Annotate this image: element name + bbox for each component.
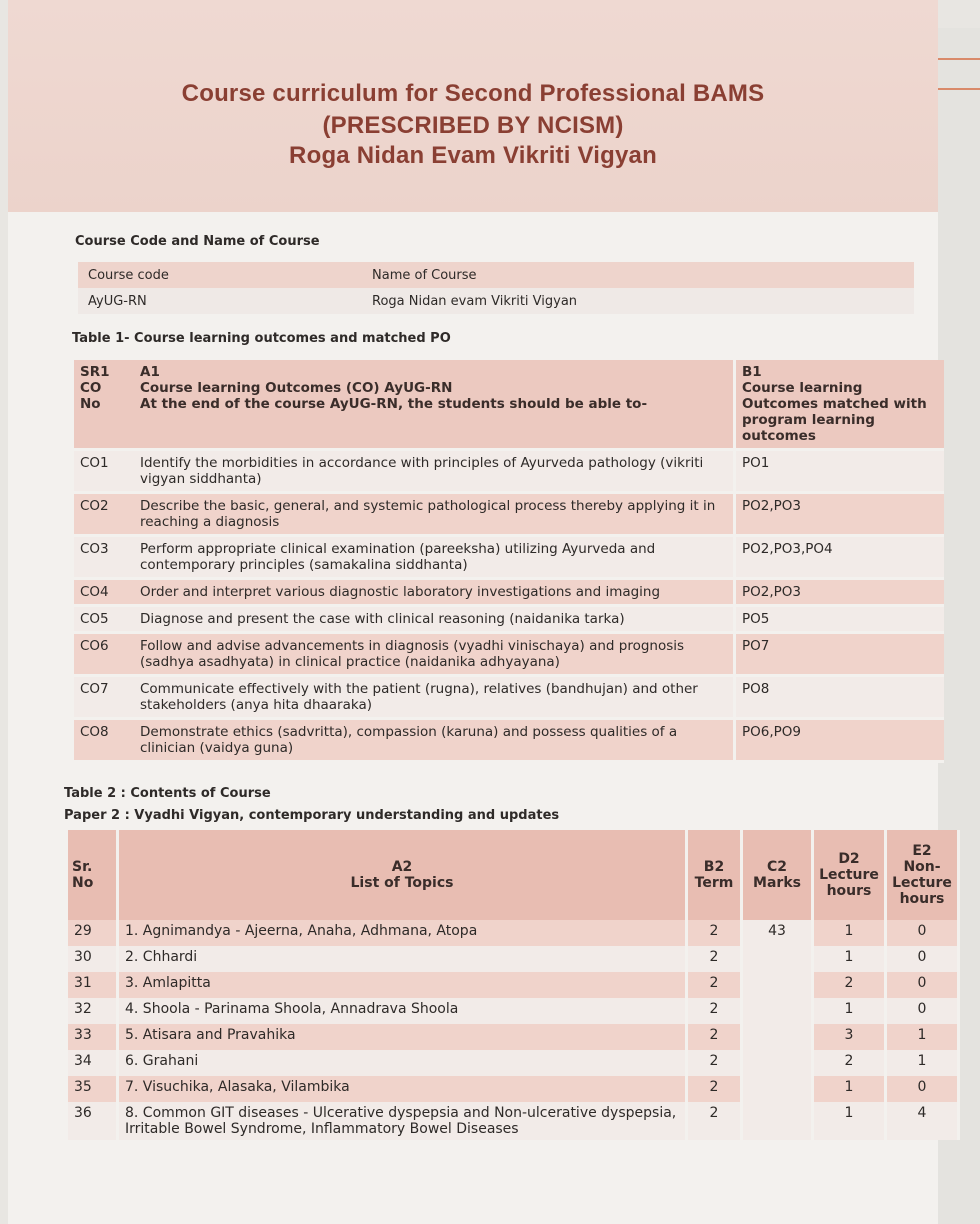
contents-table — [68, 830, 960, 1140]
header-topics — [119, 830, 688, 920]
row-sr: 35 — [68, 1076, 119, 1102]
header-text: hours — [899, 891, 945, 907]
header-text: CO — [80, 380, 102, 396]
header-text: Term — [694, 875, 734, 891]
table-row — [68, 1102, 960, 1140]
row-sr: 33 — [68, 1024, 119, 1050]
header-text: A1 — [140, 364, 160, 380]
row-lecture: 1 — [814, 998, 887, 1024]
outcomes-header-row — [74, 360, 944, 451]
row-topic: 8. Common GIT diseases - Ulcerative dyspepsia and Non-ulcerative dyspepsia, Irritable Bowel Syndrome, Inflammatory Bowel Diseases — [119, 1102, 688, 1140]
header-sr — [68, 830, 119, 920]
row-lecture: 2 — [814, 1050, 887, 1076]
marks-value: 43 — [743, 920, 814, 1140]
co-po: PO7 — [733, 634, 944, 677]
contents-header-row — [68, 830, 960, 920]
co-number: CO6 — [74, 634, 134, 677]
row-sr: 30 — [68, 946, 119, 972]
row-nonlecture: 0 — [887, 946, 960, 972]
title-band — [8, 0, 938, 212]
row-sr: 31 — [68, 972, 119, 998]
table-row — [68, 972, 960, 998]
page-edge-line — [934, 88, 980, 90]
header-text: hours — [826, 883, 872, 899]
row-sr: 32 — [68, 998, 119, 1024]
row-topic: 4. Shoola - Parinama Shoola, Annadrava Shoola — [119, 998, 688, 1024]
header-text: Marks — [753, 875, 801, 891]
row-topic: 1. Agnimandya - Ajeerna, Anaha, Adhmana, Atopa — [119, 920, 688, 946]
table-row — [74, 720, 944, 763]
row-sr: 36 — [68, 1102, 119, 1140]
table-row — [74, 580, 944, 607]
header-term — [688, 830, 743, 920]
table-row — [68, 1024, 960, 1050]
co-number: CO1 — [74, 451, 134, 494]
row-topic: 7. Visuchika, Alasaka, Vilambika — [119, 1076, 688, 1102]
outcomes-header-outcome — [134, 360, 733, 451]
table-row — [68, 998, 960, 1024]
table-row — [74, 537, 944, 580]
co-number: CO7 — [74, 677, 134, 720]
row-nonlecture: 4 — [887, 1102, 960, 1140]
header-text: Lecture — [892, 875, 952, 891]
co-po: PO2,PO3 — [733, 494, 944, 537]
header-text: Course learning Outcomes (CO) AyUG-RN — [140, 380, 453, 396]
row-topic: 2. Chhardi — [119, 946, 688, 972]
outcomes-header-no — [74, 360, 134, 451]
co-number: CO5 — [74, 607, 134, 634]
row-nonlecture: 0 — [887, 972, 960, 998]
co-outcome: Follow and advise advancements in diagnosis (vyadhi vinischaya) and prognosis (sadhya asadhyata) in clinical practice (naidanika adhyayana) — [134, 634, 733, 677]
co-po: PO2,PO3,PO4 — [733, 537, 944, 580]
row-lecture: 1 — [814, 1102, 887, 1140]
table-row — [74, 634, 944, 677]
row-term: 2 — [688, 972, 743, 998]
course-name-header: Name of Course — [372, 267, 477, 283]
page-edge-line — [934, 58, 980, 60]
row-topic: 5. Atisara and Pravahika — [119, 1024, 688, 1050]
page-subtitle: (PRESCRIBED BY NCISM) — [322, 112, 624, 139]
header-text: Sr. — [72, 859, 93, 875]
header-lecture — [814, 830, 887, 920]
co-outcome: Diagnose and present the case with clinical reasoning (naidanika tarka) — [134, 607, 733, 634]
outcomes-table — [74, 360, 944, 763]
header-text: No — [80, 396, 101, 412]
row-term: 2 — [688, 1076, 743, 1102]
header-text: At the end of the course AyUG-RN, the students should be able to- — [140, 396, 648, 412]
course-code-value: AyUG-RN — [88, 293, 147, 309]
header-text: C2 — [766, 859, 787, 875]
row-lecture: 1 — [814, 920, 887, 946]
header-text: B1 — [742, 364, 762, 380]
table-row — [74, 607, 944, 634]
row-sr: 29 — [68, 920, 119, 946]
header-text: Non- — [903, 859, 941, 875]
document-page — [8, 0, 952, 1224]
co-outcome: Communicate effectively with the patient (rugna), relatives (bandhujan) and other stakeholders (anya hita dhaaraka) — [134, 677, 733, 720]
row-term: 2 — [688, 946, 743, 972]
header-text: A2 — [391, 859, 413, 875]
course-name-value: Roga Nidan evam Vikriti Vigyan — [372, 293, 578, 309]
course-code-table — [78, 262, 914, 314]
row-lecture: 1 — [814, 946, 887, 972]
outcomes-header-po — [733, 360, 944, 451]
row-nonlecture: 0 — [887, 998, 960, 1024]
table1-caption: Table 1- Course learning outcomes and matched PO — [72, 331, 451, 346]
table-row — [74, 677, 944, 720]
row-nonlecture: 0 — [887, 1076, 960, 1102]
co-outcome: Perform appropriate clinical examination (pareeksha) utilizing Ayurveda and contemporary principles (samakalina siddhanta) — [134, 537, 733, 580]
table-row — [74, 494, 944, 537]
header-text: SR1 — [80, 364, 110, 380]
co-po: PO6,PO9 — [733, 720, 944, 763]
row-topic: 3. Amlapitta — [119, 972, 688, 998]
row-topic: 6. Grahani — [119, 1050, 688, 1076]
table2-caption: Table 2 : Contents of Course — [64, 786, 271, 801]
course-code-value-row — [78, 288, 914, 314]
course-title: Roga Nidan Evam Vikriti Vigyan — [289, 142, 657, 169]
page-title: Course curriculum for Second Professional BAMS — [181, 80, 765, 107]
co-outcome: Describe the basic, general, and systemic pathological process thereby applying it in reaching a diagnosis — [134, 494, 733, 537]
course-code-header-row — [78, 262, 914, 288]
row-term: 2 — [688, 998, 743, 1024]
co-po: PO8 — [733, 677, 944, 720]
co-number: CO3 — [74, 537, 134, 580]
table-row — [68, 1050, 960, 1076]
row-term: 2 — [688, 920, 743, 946]
table-row — [74, 451, 944, 494]
header-marks — [743, 830, 814, 920]
co-number: CO2 — [74, 494, 134, 537]
co-po: PO1 — [733, 451, 944, 494]
header-text: No — [72, 875, 94, 891]
row-lecture: 3 — [814, 1024, 887, 1050]
table-row — [68, 946, 960, 972]
table-row — [68, 1076, 960, 1102]
row-term: 2 — [688, 1102, 743, 1140]
table-row — [68, 920, 960, 946]
co-outcome: Identify the morbidities in accordance with principles of Ayurveda pathology (vikriti vigyan siddhanta) — [134, 451, 733, 494]
course-code-header: Course code — [88, 267, 169, 283]
co-number: CO4 — [74, 580, 134, 607]
co-outcome: Order and interpret various diagnostic laboratory investigations and imaging — [134, 580, 733, 607]
row-nonlecture: 1 — [887, 1024, 960, 1050]
co-number: CO8 — [74, 720, 134, 763]
table2-subcaption: Paper 2 : Vyadhi Vigyan, contemporary understanding and updates — [64, 808, 560, 823]
header-text: Lecture — [819, 867, 879, 883]
header-text: Course learning Outcomes matched with program learning outcomes — [742, 380, 927, 444]
co-outcome: Demonstrate ethics (sadvritta), compassion (karuna) and possess qualities of a clinician (vaidya guna) — [134, 720, 733, 763]
row-term: 2 — [688, 1050, 743, 1076]
header-text: B2 — [703, 859, 725, 875]
header-text: E2 — [912, 843, 932, 859]
co-po: PO2,PO3 — [733, 580, 944, 607]
row-sr: 34 — [68, 1050, 119, 1076]
header-nonlecture — [887, 830, 960, 920]
row-nonlecture: 1 — [887, 1050, 960, 1076]
course-info-label: Course Code and Name of Course — [75, 234, 320, 249]
row-lecture: 2 — [814, 972, 887, 998]
row-nonlecture: 0 — [887, 920, 960, 946]
row-term: 2 — [688, 1024, 743, 1050]
header-text: D2 — [838, 851, 860, 867]
row-lecture: 1 — [814, 1076, 887, 1102]
co-po: PO5 — [733, 607, 944, 634]
header-text: List of Topics — [350, 875, 454, 891]
